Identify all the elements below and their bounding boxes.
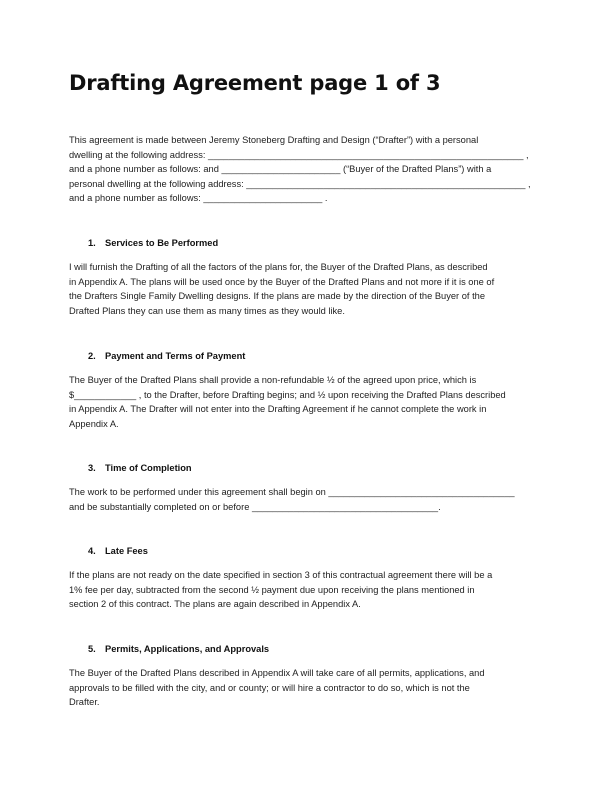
body-line: Drafted Plans they can use them as many times as they would like.: [69, 305, 345, 316]
body-line: The Buyer of the Drafted Plans shall provide a non-refundable ½ of the agreed upon price, which is: [69, 375, 477, 385]
body-line: The work to be performed under this agreement shall begin on ____________________________________: [69, 487, 515, 497]
section-heading: [88, 351, 245, 361]
section-title: Late Fees: [105, 546, 148, 556]
body-line: in Appendix A. The Drafter will not enter into the Drafting Agreement if he cannot complete the work in: [69, 404, 487, 415]
section-number: 1.: [88, 238, 96, 248]
body-line: the Drafters Single Family Dwelling designs. If the plans are made by the direction of the Buyer of the: [69, 291, 485, 302]
body-line: Appendix A.: [69, 418, 119, 429]
section-heading: [88, 644, 269, 654]
intro-line: This agreement is made between Jeremy Stoneberg Drafting and Design (“Drafter”) with a personal: [69, 135, 479, 145]
page-title: Drafting Agreement page 1 of 3: [69, 71, 441, 95]
section-heading: [88, 238, 218, 248]
section-body: [69, 260, 549, 318]
body-line: If the plans are not ready on the date specified in section 3 of this contractual agreement there will be a: [69, 570, 493, 580]
section-number: 5.: [88, 644, 96, 654]
body-line: and be substantially completed on or before ____________________________________.: [69, 501, 441, 512]
section-heading: [88, 463, 192, 473]
section-body: [69, 373, 549, 431]
section-number: 4.: [88, 546, 96, 556]
body-line: $____________ , to the Drafter, before Drafting begins; and ½ upon receiving the Drafted Plans described: [69, 389, 506, 400]
intro-paragraph: [69, 133, 549, 206]
section-number: 3.: [88, 463, 96, 473]
intro-line: dwelling at the following address: _____________________________________________________________ ,: [69, 149, 529, 160]
body-line: The Buyer of the Drafted Plans described in Appendix A will take care of all permits, applications, and: [69, 668, 485, 678]
section-body: [69, 666, 549, 710]
intro-line: and a phone number as follows: and _______________________ (“Buyer of the Drafted Plans”) with a: [69, 164, 492, 175]
intro-line: personal dwelling at the following address: ______________________________________________________ ,: [69, 178, 531, 189]
body-line: in Appendix A. The plans will be used once by the Buyer of the Drafted Plans and not more if it is one of: [69, 276, 495, 287]
section-title: Time of Completion: [105, 463, 192, 473]
body-line: approvals to be filled with the city, and or county; or will hire a contractor to do so, which is not the: [69, 682, 470, 693]
intro-line: and a phone number as follows: _______________________ .: [69, 193, 328, 204]
section-heading: [88, 546, 148, 556]
section-body: [69, 568, 549, 612]
body-line: section 2 of this contract. The plans are again described in Appendix A.: [69, 599, 361, 610]
section-title: Permits, Applications, and Approvals: [105, 644, 270, 654]
section-body: [69, 485, 549, 514]
body-line: Drafter.: [69, 697, 100, 708]
body-line: 1% fee per day, subtracted from the second ½ payment due upon receiving the plans mentioned in: [69, 584, 475, 595]
section-title: Payment and Terms of Payment: [105, 351, 246, 361]
body-line: I will furnish the Drafting of all the factors of the plans for, the Buyer of the Drafted Plans, as described: [69, 262, 488, 272]
section-title: Services to Be Performed: [105, 238, 219, 248]
section-number: 2.: [88, 351, 96, 361]
